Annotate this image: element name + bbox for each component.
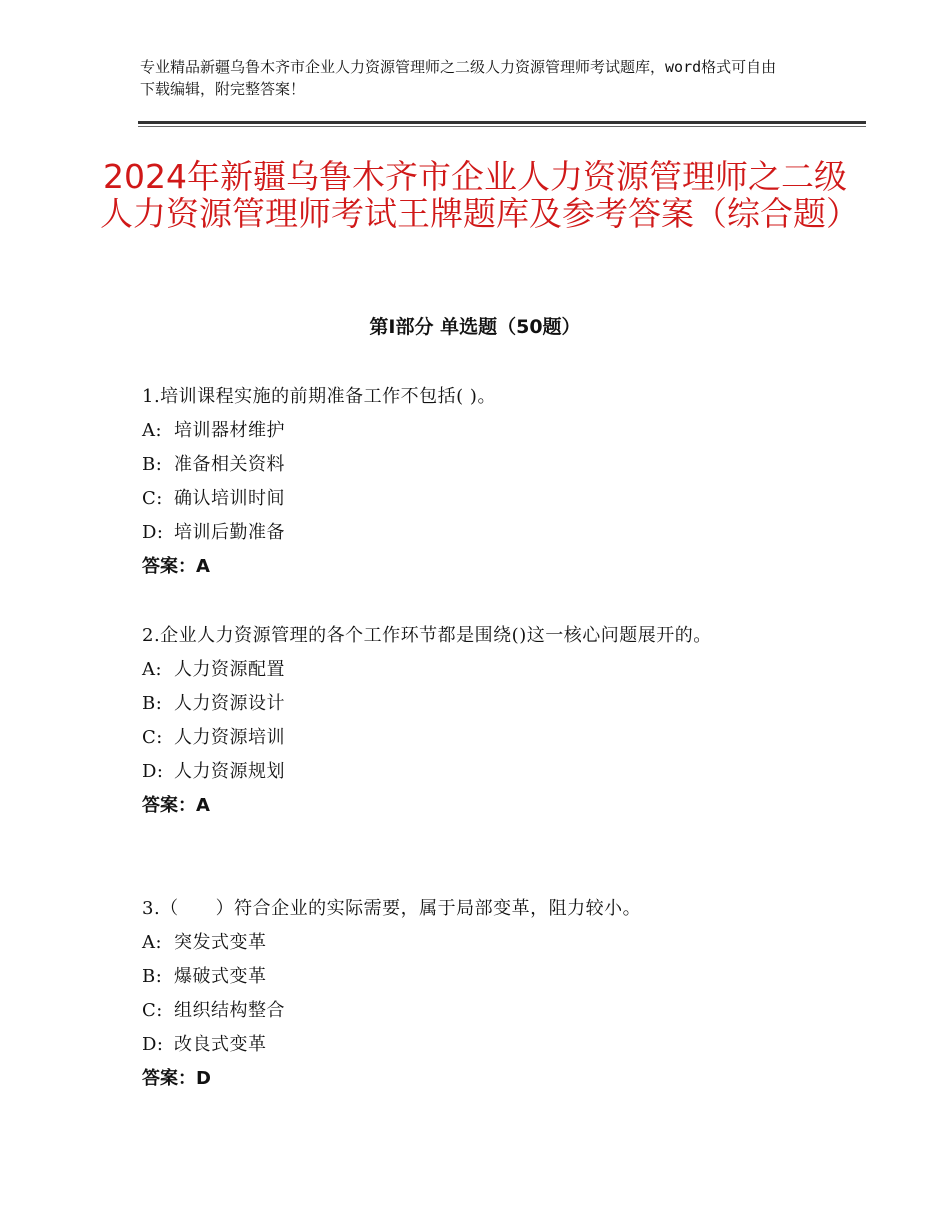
option-letter: A: [142, 420, 163, 441]
document-title: 2024年新疆乌鲁木齐市企业人力资源管理师之二级人力资源管理师考试王牌题库及参考答案（综合题） [100, 157, 859, 233]
option-c [142, 994, 802, 1028]
option-letter: B: [142, 454, 163, 475]
question-stem: 3.（ ）符合企业的实际需要，属于局部变革，阻力较小。 [142, 898, 642, 919]
section-title: 第Ⅰ部分 单选题（50题） [369, 316, 581, 338]
answer: 答案：A [142, 556, 210, 577]
option-letter: D: [142, 522, 164, 543]
option-text: 突发式变革 [174, 932, 267, 953]
header-divider-thin [138, 126, 866, 127]
option-text: 准备相关资料 [174, 454, 285, 475]
header-divider [138, 121, 866, 124]
option-text: 人力资源设计 [174, 693, 285, 714]
option-letter: B: [142, 693, 163, 714]
option-c [142, 721, 802, 755]
question-1 [142, 380, 802, 584]
option-text: 确认培训时间 [174, 488, 285, 509]
option-text: 培训器材维护 [174, 420, 285, 441]
option-letter: C: [142, 488, 163, 509]
option-text: 人力资源培训 [174, 727, 285, 748]
option-b [142, 687, 802, 721]
option-letter: A: [142, 659, 163, 680]
option-a [142, 653, 802, 687]
option-b [142, 448, 802, 482]
option-text: 人力资源规划 [174, 761, 285, 782]
header-note: 专业精品新疆乌鲁木齐市企业人力资源管理师之二级人力资源管理师考试题库，word格式可自由下载编辑，附完整答案！ [140, 58, 777, 98]
option-letter: D: [142, 1034, 164, 1055]
option-d [142, 1028, 802, 1062]
answer: 答案：A [142, 795, 210, 816]
option-letter: C: [142, 1000, 163, 1021]
option-a [142, 926, 802, 960]
option-letter: C: [142, 727, 163, 748]
option-a [142, 414, 802, 448]
option-text: 培训后勤准备 [174, 522, 285, 543]
answer: 答案：D [142, 1068, 211, 1089]
option-c [142, 482, 802, 516]
option-letter: D: [142, 761, 164, 782]
option-d [142, 516, 802, 550]
question-2 [142, 619, 802, 823]
option-letter: B: [142, 966, 163, 987]
option-text: 改良式变革 [174, 1034, 267, 1055]
option-text: 人力资源配置 [174, 659, 285, 680]
question-stem: 2.企业人力资源管理的各个工作环节都是围绕()这一核心问题展开的。 [142, 625, 712, 646]
option-d [142, 755, 802, 789]
option-b [142, 960, 802, 994]
option-text: 爆破式变革 [174, 966, 267, 987]
question-stem: 1.培训课程实施的前期准备工作不包括( )。 [142, 386, 496, 407]
question-3 [142, 892, 802, 1096]
option-text: 组织结构整合 [174, 1000, 285, 1021]
option-letter: A: [142, 932, 163, 953]
